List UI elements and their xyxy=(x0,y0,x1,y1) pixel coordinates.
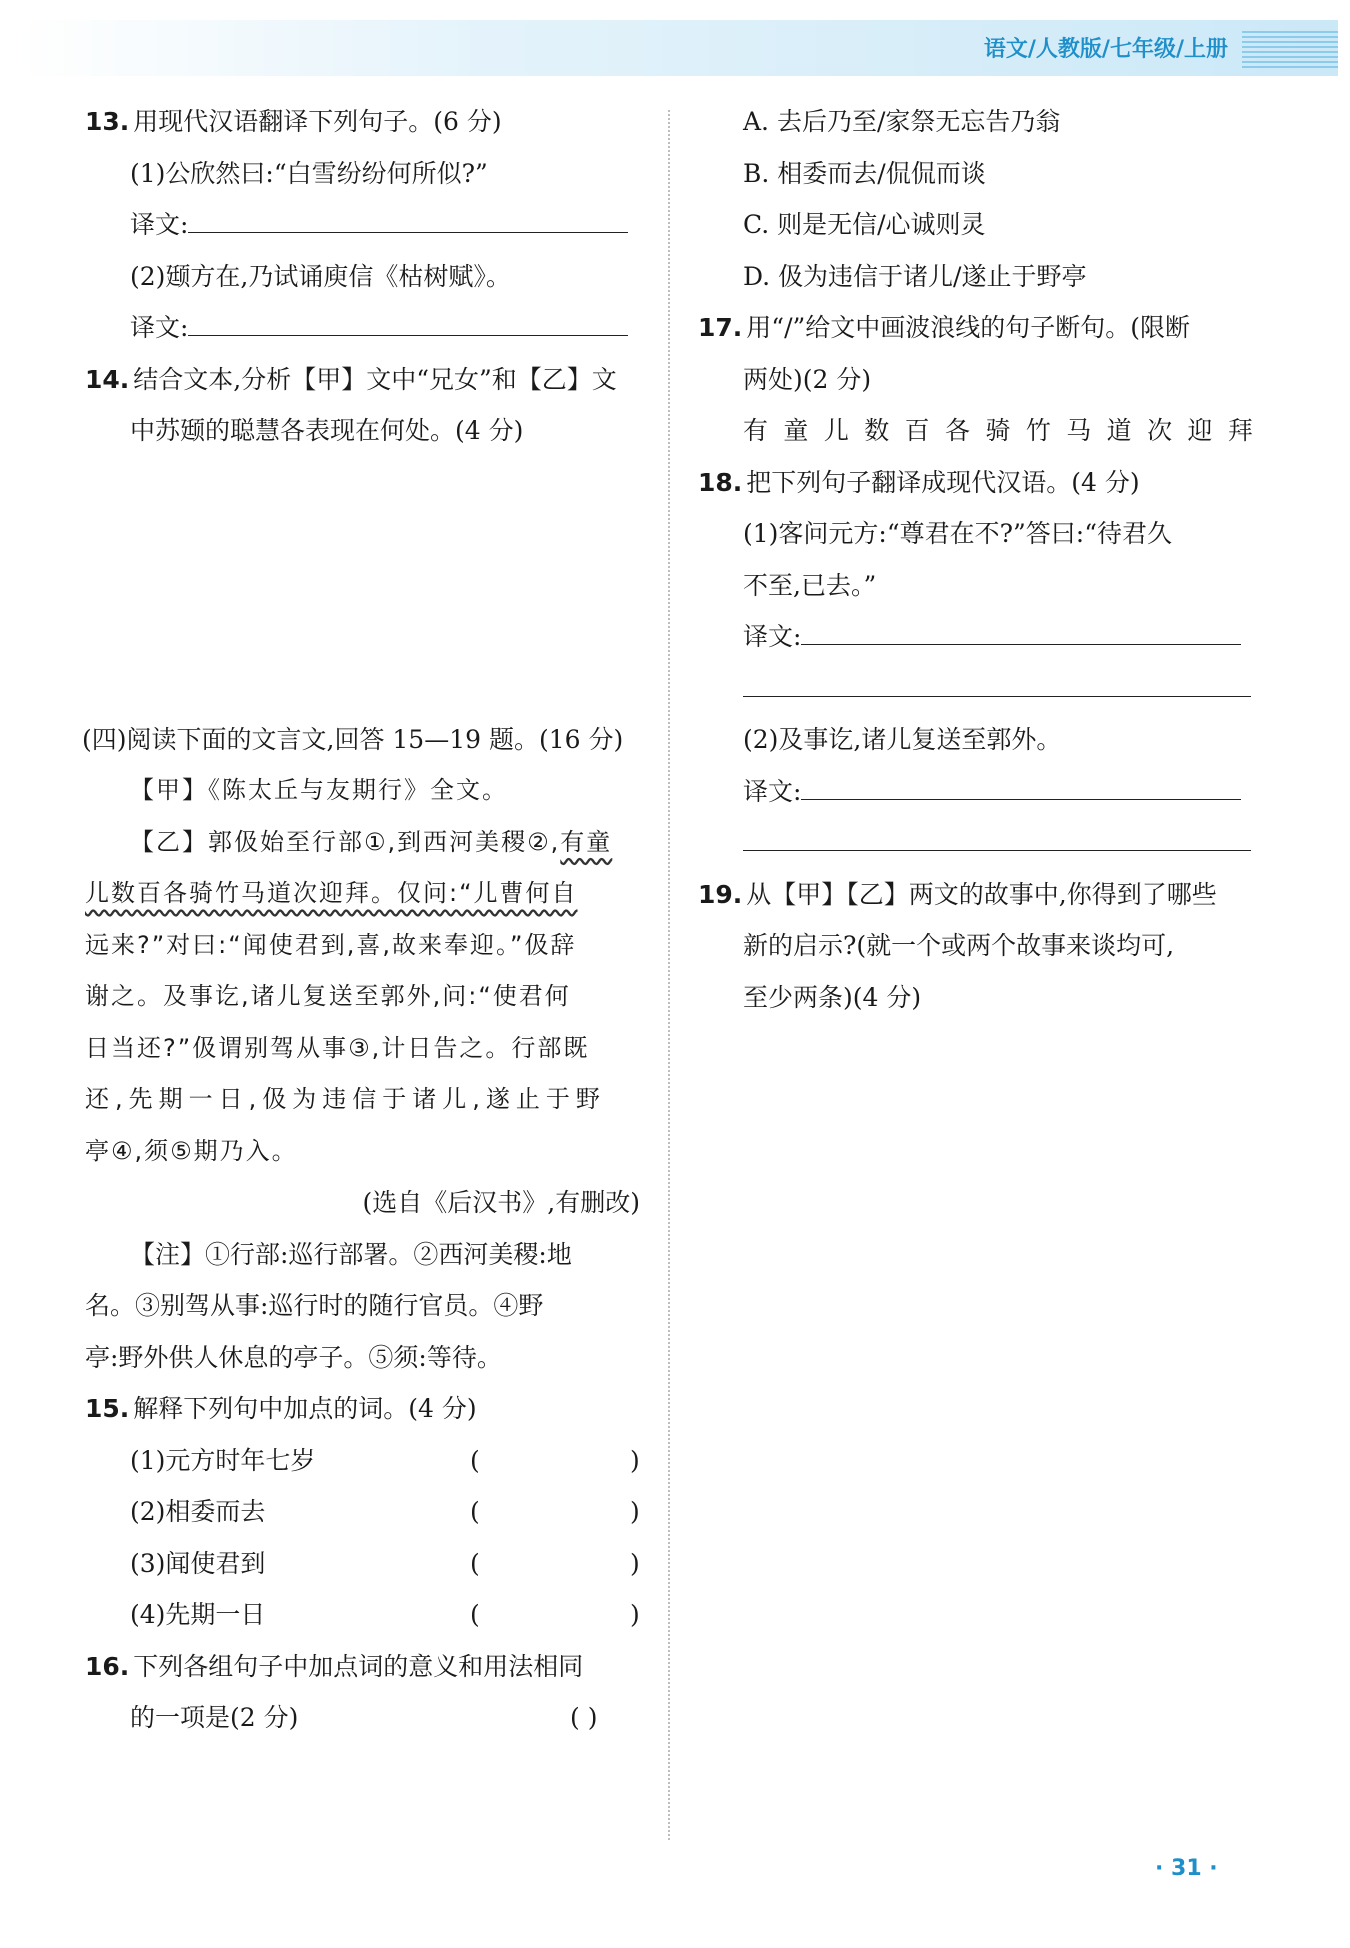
q19-line2: 新的启示?(就一个或两个故事来谈均可, xyxy=(743,931,1175,960)
q15-stem xyxy=(85,1383,640,1435)
q16-text1: 下列各组句子中加点词的意义和用法相同 xyxy=(133,1651,584,1681)
right-column xyxy=(698,96,1253,1523)
q15-item3 xyxy=(85,1538,640,1590)
q18-sentence1a: (1)客问元方:“尊君在不?”答曰:“待君久 xyxy=(743,519,1173,548)
sentence-char: 童 xyxy=(783,416,809,445)
notes-line3: 亭:野外供人休息的亭子。⑤须:等待。 xyxy=(85,1342,502,1372)
passage-yi-line3: 远来?”对曰:“闻使君到,喜,故来奉迎。”伋辞 xyxy=(85,930,577,959)
q16-answer-paren[interactable]: ( ) xyxy=(570,1703,598,1732)
q18-answer1 xyxy=(698,611,1253,663)
answer-paren-open[interactable]: ( xyxy=(470,1497,480,1526)
notes-line2: 名。③别驾从事:巡行时的随行官员。④野 xyxy=(85,1291,544,1320)
q17-sentence[interactable] xyxy=(698,405,1253,457)
passage-source: (选自《后汉书》,有删改) xyxy=(362,1188,640,1217)
left-column xyxy=(82,96,640,1744)
passage-yi-line6: 还,先期一日,伋为违信于诸儿,遂止于野 xyxy=(85,1085,606,1113)
q15-item-text: (1)元方时年七岁 xyxy=(130,1445,316,1475)
q15-item2 xyxy=(85,1486,640,1538)
q13-answer1 xyxy=(85,199,640,251)
q13-stem-text: 用现代汉语翻译下列句子。(6 分) xyxy=(133,107,502,136)
q16-line1 xyxy=(85,1641,640,1693)
q17-line2: 两处)(2 分) xyxy=(743,364,872,394)
answer-blank[interactable] xyxy=(743,820,1251,851)
translation-label: 译文: xyxy=(743,776,802,806)
passage-jia: 【甲】《陈太丘与友期行》全文。 xyxy=(130,776,508,804)
sentence-char: 马 xyxy=(1066,416,1092,445)
q16-option-a: A. 去后乃至/家祭无忘告乃翁 xyxy=(743,107,1061,136)
q18-stem-text: 把下列句子翻译成现代汉语。(4 分) xyxy=(746,467,1140,497)
wavy-underlined-text: 有童 xyxy=(560,827,613,856)
q16-text2: 的一项是(2 分) xyxy=(130,1703,299,1732)
answer-paren-close: ) xyxy=(630,1548,640,1578)
sentence-char: 竹 xyxy=(1025,416,1051,445)
sentence-char: 儿 xyxy=(823,416,849,445)
sentence-char: 次 xyxy=(1147,416,1173,445)
q18-number: 18. xyxy=(698,467,743,497)
answer-blank[interactable] xyxy=(188,202,628,233)
q13-stem xyxy=(85,96,640,148)
q14-line2: 中苏颋的聪慧各表现在何处。(4 分) xyxy=(130,416,524,445)
q13-sentence2: (2)颋方在,乃试诵庾信《枯树赋》。 xyxy=(130,261,511,291)
section4-intro: (四)阅读下面的文言文,回答 15—19 题。(16 分) xyxy=(82,724,624,754)
page-number: · 31 · xyxy=(1155,1856,1218,1881)
q17-number: 17. xyxy=(698,313,743,342)
translation-label: 译文: xyxy=(130,210,189,239)
answer-blank[interactable] xyxy=(801,614,1241,645)
passage-text: 儿数百各骑竹马道次迎拜。仅问:“儿曹何自 xyxy=(85,879,578,907)
sentence-char: 拜 xyxy=(1227,416,1253,445)
q15-item4 xyxy=(85,1589,640,1641)
q15-item-text: (2)相委而去 xyxy=(130,1497,266,1526)
notes-line1: 【注】①行部:巡行部署。②西河美稷:地 xyxy=(130,1239,572,1269)
passage-text: 【乙】郭伋始至行部①,到西河美稷②, xyxy=(130,827,561,856)
q14-number: 14. xyxy=(85,364,130,394)
q15-stem-text: 解释下列句中加点的词。(4 分) xyxy=(133,1394,477,1423)
sentence-char: 各 xyxy=(945,416,971,445)
q17-line1 xyxy=(698,302,1253,354)
sentence-char: 百 xyxy=(904,416,930,445)
q15-item-text: (3)闻使君到 xyxy=(130,1548,266,1578)
answer-blank[interactable] xyxy=(743,666,1251,697)
q17-text1: 用“/”给文中画波浪线的句子断句。(限断 xyxy=(746,313,1191,342)
q16-option-c: C. 则是无信/心诚则灵 xyxy=(743,210,986,239)
q16-number: 16. xyxy=(85,1651,130,1681)
sentence-char: 骑 xyxy=(985,416,1011,445)
translation-label: 译文: xyxy=(743,622,802,651)
translation-label: 译文: xyxy=(130,313,189,342)
answer-blank[interactable] xyxy=(188,305,628,336)
passage-yi-line4: 谢之。及事讫,诸儿复送至郭外,问:“使君何 xyxy=(85,982,571,1010)
q18-sentence2: (2)及事讫,诸儿复送至郭外。 xyxy=(743,725,1062,754)
passage-yi-line1 xyxy=(85,817,640,869)
column-divider xyxy=(668,110,670,1840)
q19-line1 xyxy=(698,869,1253,921)
q19-number: 19. xyxy=(698,879,743,909)
sentence-char: 数 xyxy=(864,416,890,445)
sentence-char: 有 xyxy=(743,416,769,445)
q16-line2 xyxy=(85,1692,640,1744)
q15-item1 xyxy=(85,1435,640,1487)
q13-sentence1: (1)公欣然曰:“白雪纷纷何所似?” xyxy=(130,158,488,188)
q19-text1: 从【甲】【乙】两文的故事中,你得到了哪些 xyxy=(746,879,1217,909)
header-bar xyxy=(18,20,1338,76)
header-stripes xyxy=(1242,30,1338,68)
answer-paren-open[interactable]: ( xyxy=(470,1548,480,1578)
header-tag: 语文/人教版/七年级/上册 xyxy=(983,37,1228,62)
answer-paren-close: ) xyxy=(630,1600,640,1629)
q19-line3: 至少两条)(4 分) xyxy=(743,982,922,1012)
q19-answer-space[interactable] xyxy=(698,1023,1253,1523)
q14-answer-space[interactable] xyxy=(85,457,640,714)
passage-yi-line7: 亭④,须⑤期乃入。 xyxy=(85,1136,298,1165)
q14-line1 xyxy=(85,354,640,406)
answer-paren-open[interactable]: ( xyxy=(470,1445,480,1475)
q18-stem xyxy=(698,457,1253,509)
passage-yi-line5: 日当还?”伋谓别驾从事③,计日告之。行部既 xyxy=(85,1033,590,1062)
answer-paren-close: ) xyxy=(630,1497,640,1526)
q18-answer2-cont xyxy=(698,817,1253,869)
q14-text1: 结合文本,分析【甲】文中“兄女”和【乙】文 xyxy=(133,364,617,394)
q16-option-b: B. 相委而去/侃侃而谈 xyxy=(743,158,986,188)
sentence-char: 迎 xyxy=(1187,416,1213,445)
q15-number: 15. xyxy=(85,1394,130,1423)
q18-answer2 xyxy=(698,766,1253,818)
sentence-char: 道 xyxy=(1106,416,1132,445)
q13-answer2 xyxy=(85,302,640,354)
q13-number: 13. xyxy=(85,107,130,136)
q18-sentence1b: 不至,已去。” xyxy=(743,570,877,600)
answer-paren-open[interactable]: ( xyxy=(470,1600,480,1629)
q18-answer1-cont xyxy=(698,663,1253,715)
answer-blank[interactable] xyxy=(801,769,1241,800)
q16-option-d: D. 伋为违信于诸儿/遂止于野亭 xyxy=(743,261,1087,291)
passage-yi-line2 xyxy=(85,868,640,920)
q15-item-text: (4)先期一日 xyxy=(130,1600,266,1629)
answer-paren-close: ) xyxy=(630,1445,640,1475)
